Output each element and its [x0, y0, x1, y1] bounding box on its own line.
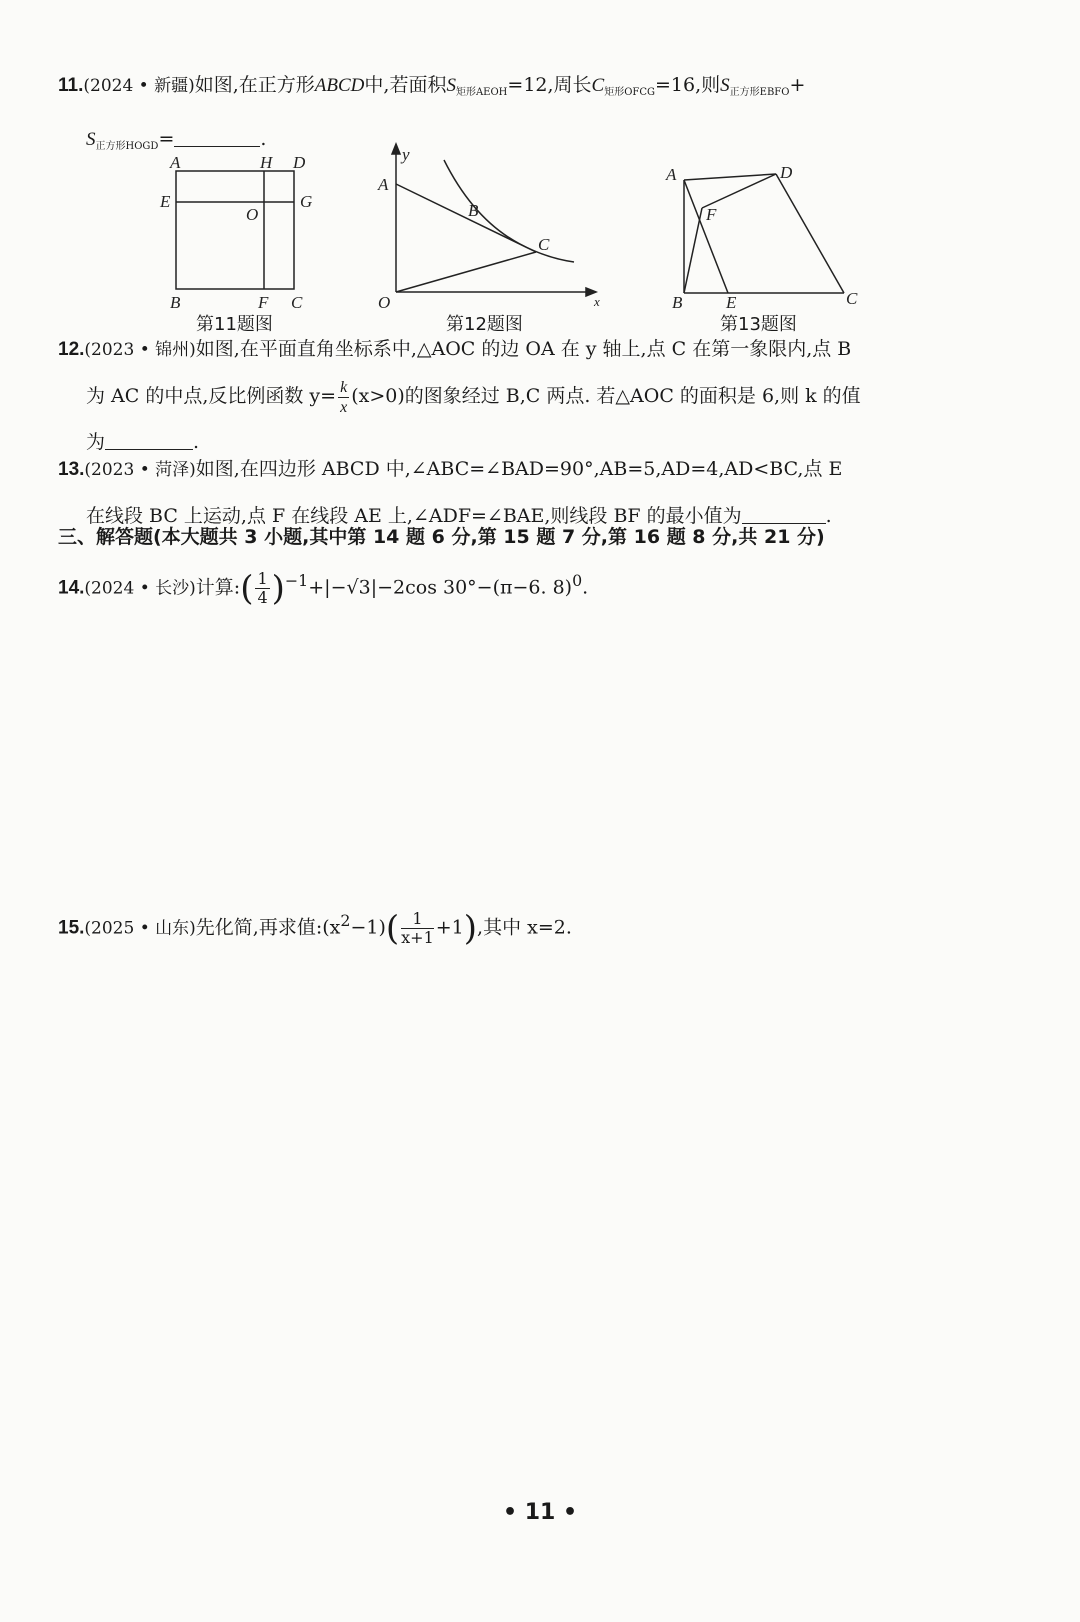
question-text: 如图,在正方形 — [194, 74, 315, 96]
segment-df — [702, 174, 776, 208]
label-f: F — [706, 205, 717, 224]
label-d: D — [293, 153, 306, 172]
paren-right: ) — [463, 908, 478, 949]
math-var: C — [591, 75, 605, 96]
question-text: . — [260, 128, 267, 150]
question-text: 计算: — [195, 576, 241, 599]
figure-13-caption: 第13题图 — [720, 314, 797, 335]
question-text: 如图,在四边形 ABCD 中,∠ABC=∠BAD=90°,AB=5,AD=4,AD<BC,点 E — [195, 458, 843, 480]
label-h: H — [260, 153, 273, 172]
question-number: 12. — [58, 339, 85, 360]
math-exponent: 0 — [572, 571, 583, 590]
label-a: A — [378, 175, 389, 194]
segment-ae — [684, 180, 728, 293]
question-text: 先化简,再求值:(x — [195, 916, 341, 939]
segment-oc — [396, 252, 536, 292]
label-f: F — [258, 293, 269, 310]
label-c: C — [291, 293, 303, 310]
paren-left: ( — [385, 908, 400, 949]
frac-numerator: k — [340, 378, 348, 396]
frac-denominator: 4 — [257, 587, 268, 607]
label-a: A — [666, 165, 677, 184]
math-op: = — [158, 128, 175, 150]
math-subscript: 矩形OFCG — [604, 87, 656, 98]
question-text: +|−√3|−2cos 30°−(π−6. 8) — [308, 576, 573, 599]
label-e: E — [160, 192, 171, 211]
section-heading: 三、解答题(本大题共 3 小题,其中第 14 题 6 分,第 15 题 7 分,第 16 题 8 分,共 21 分) — [58, 526, 825, 548]
label-a: A — [170, 153, 181, 172]
segment-ad — [684, 174, 776, 180]
figure-11 — [150, 150, 330, 310]
question-source: (2024 • 长沙) — [84, 578, 196, 599]
label-c: C — [846, 289, 858, 308]
question-source: (2025 • 山东) — [84, 918, 196, 939]
fraction-1-over-x-plus-1 — [401, 910, 434, 947]
math-var: S — [446, 75, 456, 96]
math-op: + — [789, 74, 806, 96]
question-number: 13. — [58, 459, 85, 480]
question-12 — [58, 326, 1018, 465]
math-var: ABCD — [314, 75, 365, 96]
question-number: 15. — [58, 917, 85, 939]
label-g: G — [300, 192, 313, 211]
label-o: O — [246, 205, 259, 224]
answer-blank[interactable] — [742, 501, 826, 524]
question-text: . — [582, 576, 589, 599]
question-text: =16,则 — [655, 74, 721, 96]
question-text: =12,周长 — [507, 74, 592, 96]
math-subscript: 矩形AEOH — [455, 87, 508, 98]
question-number: 14. — [58, 577, 85, 599]
label-d: D — [780, 163, 793, 182]
hyperbola-curve — [444, 160, 574, 262]
question-text: ,其中 x=2. — [477, 916, 572, 939]
question-text: (x>0)的图象经过 B,C 两点. 若△AOC 的面积是 6,则 k 的值 — [351, 385, 861, 407]
question-source: (2024 • 新疆) — [83, 76, 195, 96]
label-b: B — [170, 293, 181, 310]
frac-denominator: x+1 — [401, 927, 434, 947]
fraction-k-over-x — [338, 378, 349, 417]
segment-bf — [684, 208, 702, 293]
label-y: y — [402, 145, 410, 164]
figure-13 — [658, 150, 878, 312]
question-text: 为 — [86, 431, 106, 453]
math-subscript: 正方形EBFO — [729, 87, 790, 98]
math-subscript: 正方形HOGD — [95, 141, 159, 152]
y-axis-arrow — [392, 144, 400, 154]
figure-12-caption: 第12题图 — [446, 314, 523, 335]
question-15 — [58, 898, 1018, 951]
question-text: 为 AC 的中点,反比例函数 y= — [86, 385, 337, 407]
frac-numerator: 1 — [257, 568, 268, 588]
question-text: +1 — [435, 916, 464, 939]
label-o: O — [378, 293, 391, 312]
math-exponent: −1 — [284, 571, 309, 590]
question-14 — [58, 558, 1018, 611]
paren-left: ( — [240, 568, 254, 609]
question-text: 中,若面积 — [364, 74, 447, 96]
frac-denominator: x — [340, 398, 348, 416]
square-abcd — [176, 171, 294, 289]
question-text: . — [193, 431, 200, 453]
figure-12 — [370, 140, 610, 312]
question-source: (2023 • 菏泽) — [84, 460, 196, 480]
question-text: 在线段 BC 上运动,点 F 在线段 AE 上,∠ADF=∠BAE,则线段 BF 的最小值为 — [86, 505, 742, 527]
label-b: B — [672, 293, 683, 312]
paren-right: ) — [271, 568, 285, 609]
fraction-one-quarter — [255, 570, 269, 607]
answer-blank[interactable] — [174, 124, 260, 147]
question-text: −1) — [350, 916, 386, 939]
question-source: (2023 • 锦州) — [84, 340, 196, 360]
figure-11-caption: 第11题图 — [196, 314, 273, 335]
label-b: B — [468, 201, 479, 220]
question-text: 如图,在平面直角坐标系中,△AOC 的边 OA 在 y 轴上,点 C 在第一象限内,点 B — [195, 338, 852, 360]
label-x: x — [594, 294, 600, 309]
page-number: • 11 • — [502, 1500, 578, 1525]
math-var: S — [86, 129, 96, 150]
question-number: 11. — [58, 75, 84, 96]
math-exponent: 2 — [340, 911, 351, 930]
frac-numerator: 1 — [401, 910, 434, 929]
math-var: S — [720, 75, 730, 96]
label-c: C — [538, 235, 550, 254]
question-text: . — [825, 505, 832, 527]
label-e: E — [726, 293, 737, 312]
segment-dc — [776, 174, 844, 293]
